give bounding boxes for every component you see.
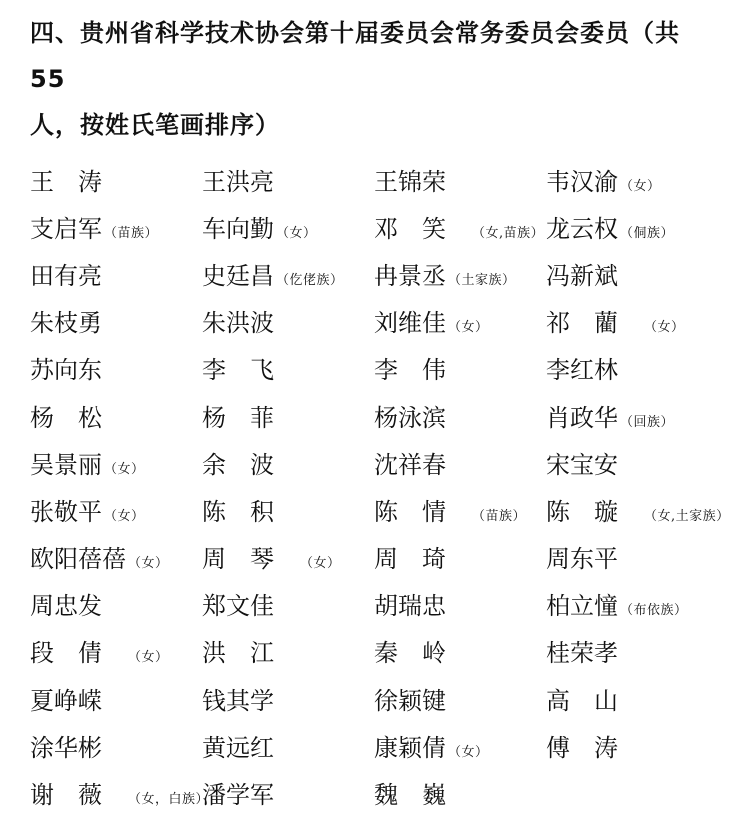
member-entry xyxy=(30,497,202,527)
member-entry xyxy=(202,450,374,480)
member-name: 朱洪波 xyxy=(202,309,274,338)
member-note: （女） xyxy=(104,461,145,477)
member-entry xyxy=(546,733,718,763)
member-name: 柏立憧 xyxy=(546,592,618,621)
member-name: 郑文佳 xyxy=(202,592,274,621)
member-entry xyxy=(30,638,202,668)
member-entry xyxy=(30,450,202,480)
member-entry xyxy=(546,214,718,244)
member-name: 周琦 xyxy=(374,545,470,574)
member-entry xyxy=(546,450,718,480)
member-entry xyxy=(374,261,546,291)
member-entry xyxy=(546,591,718,621)
member-name: 余波 xyxy=(202,450,298,479)
member-entry xyxy=(546,497,730,527)
member-note: （女） xyxy=(448,320,489,336)
member-note: （侗族） xyxy=(620,225,675,241)
member-name: 陈积 xyxy=(202,497,298,526)
member-name: 段倩 xyxy=(30,639,126,668)
member-name: 沈祥春 xyxy=(374,450,446,479)
member-note: （女） xyxy=(644,320,685,336)
member-entry xyxy=(30,780,210,810)
member-name: 周东平 xyxy=(546,545,618,574)
member-entry xyxy=(30,733,202,763)
member-name: 黄远红 xyxy=(202,733,274,762)
member-entry xyxy=(30,686,202,716)
member-entry xyxy=(30,355,202,385)
member-name: 王锦荣 xyxy=(374,167,446,196)
member-entry xyxy=(202,733,374,763)
member-entry xyxy=(374,355,546,385)
member-name: 朱枝勇 xyxy=(30,309,102,338)
member-name: 张敬平 xyxy=(30,497,102,526)
member-note: （女） xyxy=(300,556,341,572)
member-name: 高山 xyxy=(546,686,642,715)
member-name: 田有亮 xyxy=(30,261,102,290)
member-entry xyxy=(374,638,546,668)
section-heading-line-2: 人，按姓氏笔画排序） xyxy=(30,111,280,139)
member-entry xyxy=(374,450,546,480)
member-entry xyxy=(546,261,718,291)
member-name: 周忠发 xyxy=(30,592,102,621)
member-name: 陈情 xyxy=(374,497,470,526)
member-entry xyxy=(202,308,374,338)
member-entry xyxy=(202,780,374,810)
member-name: 支启军 xyxy=(30,214,102,243)
member-entry xyxy=(374,544,546,574)
member-name: 魏巍 xyxy=(374,781,470,810)
member-name: 桂荣孝 xyxy=(546,639,618,668)
member-name: 李红林 xyxy=(546,356,618,385)
member-name: 谢薇 xyxy=(30,781,126,810)
member-name: 秦岭 xyxy=(374,639,470,668)
member-name: 欧阳蓓蓓 xyxy=(30,545,126,574)
member-name: 杨松 xyxy=(30,403,126,432)
member-name: 王洪亮 xyxy=(202,167,274,196)
member-note: （女） xyxy=(448,744,489,760)
member-name: 傅涛 xyxy=(546,733,642,762)
section-heading xyxy=(30,10,702,148)
member-name: 宋宝安 xyxy=(546,450,618,479)
member-name: 涂华彬 xyxy=(30,733,102,762)
member-name: 肖政华 xyxy=(546,403,618,432)
member-entry xyxy=(202,591,374,621)
member-name: 车向勤 xyxy=(202,214,274,243)
member-entry xyxy=(546,308,718,338)
member-entry xyxy=(202,638,374,668)
member-note: （女） xyxy=(104,508,145,524)
member-name: 韦汉渝 xyxy=(546,167,618,196)
member-entry xyxy=(202,214,374,244)
member-entry xyxy=(30,214,202,244)
member-entry xyxy=(202,261,374,291)
member-entry xyxy=(374,780,546,810)
member-note: （女） xyxy=(276,225,317,241)
member-name: 苏向东 xyxy=(30,356,102,385)
member-entry xyxy=(202,544,374,574)
member-entry xyxy=(374,686,546,716)
member-note: （女,苗族） xyxy=(472,225,545,241)
member-entry xyxy=(30,403,202,433)
member-name: 刘维佳 xyxy=(374,309,446,338)
member-entry xyxy=(546,403,718,433)
member-name: 潘学军 xyxy=(202,781,274,810)
member-note: （女） xyxy=(620,178,661,194)
member-note: （女，白族） xyxy=(128,792,210,808)
member-name: 吴景丽 xyxy=(30,450,102,479)
member-entry xyxy=(546,638,718,668)
member-note: （土家族） xyxy=(448,272,516,288)
member-entry xyxy=(30,167,202,197)
member-note: （女） xyxy=(128,556,169,572)
member-entry xyxy=(546,544,718,574)
member-name: 冯新斌 xyxy=(546,261,618,290)
member-list xyxy=(30,158,730,819)
member-entry xyxy=(546,167,718,197)
member-name: 杨菲 xyxy=(202,403,298,432)
member-entry xyxy=(374,497,546,527)
member-note: （女,土家族） xyxy=(644,508,730,524)
member-entry xyxy=(202,497,374,527)
member-entry xyxy=(202,686,374,716)
member-name: 王涛 xyxy=(30,167,126,196)
member-name: 史廷昌 xyxy=(202,261,274,290)
member-note: （苗族） xyxy=(104,225,159,241)
member-entry xyxy=(374,167,546,197)
section-heading-line-1: 四、贵州省科学技术协会第十届委员会常务委员会委员（共 55 xyxy=(30,19,680,93)
member-note: （女） xyxy=(128,650,169,666)
member-name: 徐颖键 xyxy=(374,686,446,715)
member-name: 洪江 xyxy=(202,639,298,668)
member-entry xyxy=(30,591,202,621)
member-note: （苗族） xyxy=(472,508,527,524)
member-entry xyxy=(374,591,546,621)
member-name: 钱其学 xyxy=(202,686,274,715)
member-entry xyxy=(202,403,374,433)
member-name: 康颖倩 xyxy=(374,733,446,762)
member-note: （仡佬族） xyxy=(276,272,344,288)
member-name: 周琴 xyxy=(202,545,298,574)
member-name: 冉景丞 xyxy=(374,261,446,290)
member-name: 李伟 xyxy=(374,356,470,385)
member-name: 祁藺 xyxy=(546,309,642,338)
member-note: （布依族） xyxy=(620,603,688,619)
member-name: 李飞 xyxy=(202,356,298,385)
member-name: 杨泳滨 xyxy=(374,403,446,432)
member-note: （回族） xyxy=(620,414,675,430)
member-entry xyxy=(374,403,546,433)
member-entry xyxy=(374,308,546,338)
member-entry xyxy=(30,544,202,574)
member-entry xyxy=(374,214,546,244)
member-name: 龙云权 xyxy=(546,214,618,243)
member-name: 夏峥嵘 xyxy=(30,686,102,715)
member-entry xyxy=(546,686,718,716)
member-entry xyxy=(202,355,374,385)
member-name: 胡瑞忠 xyxy=(374,592,446,621)
member-name: 陈璇 xyxy=(546,497,642,526)
member-entry xyxy=(30,308,202,338)
member-name: 邓笑 xyxy=(374,214,470,243)
member-entry xyxy=(30,261,202,291)
member-entry xyxy=(374,733,546,763)
member-entry xyxy=(202,167,374,197)
member-entry xyxy=(546,355,718,385)
